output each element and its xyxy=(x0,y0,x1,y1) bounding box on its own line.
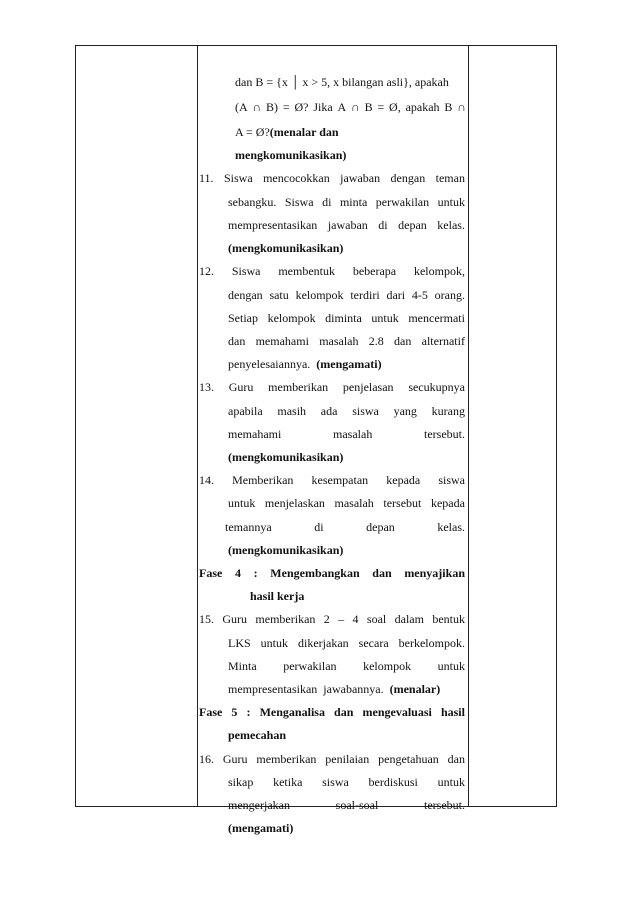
word: 4 xyxy=(234,566,241,580)
word: dan xyxy=(334,705,354,719)
word: menjelaskan xyxy=(264,496,325,510)
word: ∩ xyxy=(351,100,360,114)
word: dari xyxy=(386,288,406,302)
word: bentuk xyxy=(432,612,465,626)
word: kepada xyxy=(430,496,465,510)
word: siswa xyxy=(438,473,465,487)
word: – xyxy=(338,612,345,626)
word: secara xyxy=(358,636,389,650)
word: penilaian xyxy=(325,752,370,766)
word: memberikan xyxy=(256,752,317,766)
word: B) xyxy=(266,100,279,114)
word: dalam xyxy=(394,612,424,626)
word: ada xyxy=(320,404,338,418)
word: dan xyxy=(447,752,465,766)
word: terdiri xyxy=(350,288,380,302)
word: ∩ xyxy=(457,100,466,114)
word: dan xyxy=(228,334,246,348)
word: untuk xyxy=(228,496,256,510)
text-line: A = Ø?(menalar dan xyxy=(235,125,339,139)
text-line: mempresentasikan jawabannya. (menalar) xyxy=(228,682,441,696)
text-line xyxy=(228,195,465,209)
word: memberikan xyxy=(255,612,316,626)
text-line xyxy=(199,612,465,626)
word: temannya xyxy=(225,520,272,534)
word: di xyxy=(378,218,388,232)
word: jawaban xyxy=(327,218,368,232)
word: soal xyxy=(366,612,387,626)
word: satu xyxy=(269,288,289,302)
text-line xyxy=(228,496,465,510)
word: 4 xyxy=(352,612,359,626)
word: A xyxy=(337,100,347,114)
word: soal-soal xyxy=(335,798,379,812)
word: secukupnya xyxy=(408,380,465,394)
word: teman xyxy=(435,171,465,185)
text-line xyxy=(199,171,465,185)
word: kepada xyxy=(386,473,421,487)
text-line xyxy=(199,752,465,766)
word: Guru xyxy=(222,752,248,766)
word: dengan xyxy=(390,171,426,185)
word: sebangku. xyxy=(228,195,277,209)
word: masalah xyxy=(333,427,373,441)
word: masih xyxy=(277,404,307,418)
text-line xyxy=(199,566,465,580)
word: masalah xyxy=(319,334,359,348)
word: orang. xyxy=(434,288,465,302)
word: kurang xyxy=(431,404,465,418)
word: yang xyxy=(393,404,417,418)
text-line: dan B = {x │ x > 5, x bilangan asli}, apakah xyxy=(235,75,449,89)
word: Jika xyxy=(313,100,333,114)
word: kelompok xyxy=(267,311,316,325)
text-line: mengkomunikasikan) xyxy=(235,148,347,162)
text-line: hasil kerja xyxy=(250,589,305,603)
word: 2.8 xyxy=(368,334,384,348)
text-line xyxy=(235,100,466,114)
word: minta xyxy=(339,195,368,209)
word: memahami xyxy=(255,334,309,348)
word: siswa xyxy=(352,404,379,418)
text-line: (mengkomunikasikan) xyxy=(228,450,344,464)
text-line xyxy=(199,705,465,719)
word: 16. xyxy=(199,752,214,766)
word: dengan xyxy=(228,288,263,302)
table-divider-right xyxy=(468,46,469,806)
word: alternatif xyxy=(421,334,465,348)
word: 12. xyxy=(199,264,214,278)
word: ∩ xyxy=(252,100,262,114)
word: Setiap xyxy=(228,311,258,325)
text-line xyxy=(228,311,465,325)
word: 4-5 xyxy=(411,288,428,302)
word: 2 xyxy=(323,612,330,626)
text-line: penyelesaiannya. (mengamati) xyxy=(228,357,382,371)
word: Siswa xyxy=(223,171,253,185)
text-line xyxy=(199,264,465,278)
word: : xyxy=(246,705,251,719)
word: B xyxy=(364,100,373,114)
word: memberikan xyxy=(268,380,329,394)
text-line xyxy=(228,218,465,232)
word: berkelompok. xyxy=(398,636,465,650)
word: 15. xyxy=(199,612,214,626)
word: Mengembangkan xyxy=(270,566,360,580)
word: di xyxy=(322,195,332,209)
word: untuk xyxy=(437,775,465,789)
word: Menganalisa xyxy=(259,705,325,719)
word: masalah xyxy=(334,496,374,510)
word: mengerjakan xyxy=(228,798,290,812)
word: Fase xyxy=(199,705,223,719)
word: kesempatan xyxy=(311,473,369,487)
text-line xyxy=(228,636,465,650)
word: Ø, xyxy=(389,100,401,114)
text-line: (mengkomunikasikan) xyxy=(228,543,344,557)
word: 5 xyxy=(231,705,238,719)
text-line xyxy=(228,427,465,441)
word: pengetahuan xyxy=(378,752,439,766)
word: dikerjakan xyxy=(298,636,349,650)
word: mempresentasikan xyxy=(228,218,318,232)
word: beberapa xyxy=(352,264,397,278)
word: Guru xyxy=(222,612,248,626)
text-line: pemecahan xyxy=(228,728,286,742)
word: di xyxy=(314,520,324,534)
word: = xyxy=(377,100,385,114)
text-line xyxy=(228,334,465,348)
word: sikap xyxy=(228,775,254,789)
word: penjelasan xyxy=(342,380,394,394)
word: : xyxy=(253,566,258,580)
word: mencocokkan xyxy=(263,171,330,185)
text-line: (mengkomunikasikan) xyxy=(228,241,344,255)
word: tersebut. xyxy=(424,427,465,441)
word: Ø? xyxy=(294,100,309,114)
word: mencermati xyxy=(408,311,465,325)
word: = xyxy=(282,100,290,114)
text-line xyxy=(228,404,465,418)
word: menyajikan xyxy=(404,566,465,580)
word: perwakilan xyxy=(375,195,430,209)
word: dan xyxy=(394,334,412,348)
word: Guru xyxy=(228,380,254,394)
word: kelas. xyxy=(437,520,465,534)
text-line xyxy=(228,798,465,812)
word: (A xyxy=(235,100,248,114)
word: 14. xyxy=(199,473,214,487)
word: depan xyxy=(366,520,395,534)
text-line xyxy=(228,775,465,789)
word: tersebut. xyxy=(424,798,465,812)
word: apabila xyxy=(228,404,263,418)
word: tersebut xyxy=(383,496,422,510)
word: kelompok xyxy=(363,659,412,673)
word: dan xyxy=(372,566,392,580)
text-line xyxy=(228,288,465,302)
word: berdiskusi xyxy=(368,775,418,789)
word: Fase xyxy=(199,566,223,580)
word: Siswa xyxy=(231,264,261,278)
word: ketika xyxy=(273,775,303,789)
word: depan xyxy=(398,218,427,232)
word: perwakilan xyxy=(283,659,337,673)
word: kelompok, xyxy=(413,264,465,278)
word: kelas. xyxy=(437,218,465,232)
word: siswa xyxy=(322,775,349,789)
word: apakah xyxy=(405,100,440,114)
word: jawaban xyxy=(340,171,381,185)
text-line xyxy=(199,380,465,394)
word: untuk xyxy=(260,636,289,650)
word: B xyxy=(444,100,453,114)
word: Minta xyxy=(228,659,257,673)
word: untuk xyxy=(371,311,399,325)
word: diminta xyxy=(325,311,362,325)
word: Siswa xyxy=(284,195,314,209)
text-line xyxy=(199,473,465,487)
word: LKS xyxy=(228,636,251,650)
word: hasil xyxy=(440,705,465,719)
text-line xyxy=(228,659,465,673)
word: 13. xyxy=(199,380,214,394)
word: kelompok xyxy=(295,288,344,302)
text-line xyxy=(225,520,465,534)
text-line: (mengamati) xyxy=(228,821,294,835)
word: membentuk xyxy=(278,264,335,278)
word: memahami xyxy=(228,427,282,441)
word: 11. xyxy=(199,171,214,185)
word: mengevaluasi xyxy=(362,705,432,719)
word: untuk xyxy=(437,659,465,673)
table-divider-left xyxy=(197,46,198,806)
word: Memberikan xyxy=(232,473,294,487)
word: untuk xyxy=(437,195,465,209)
